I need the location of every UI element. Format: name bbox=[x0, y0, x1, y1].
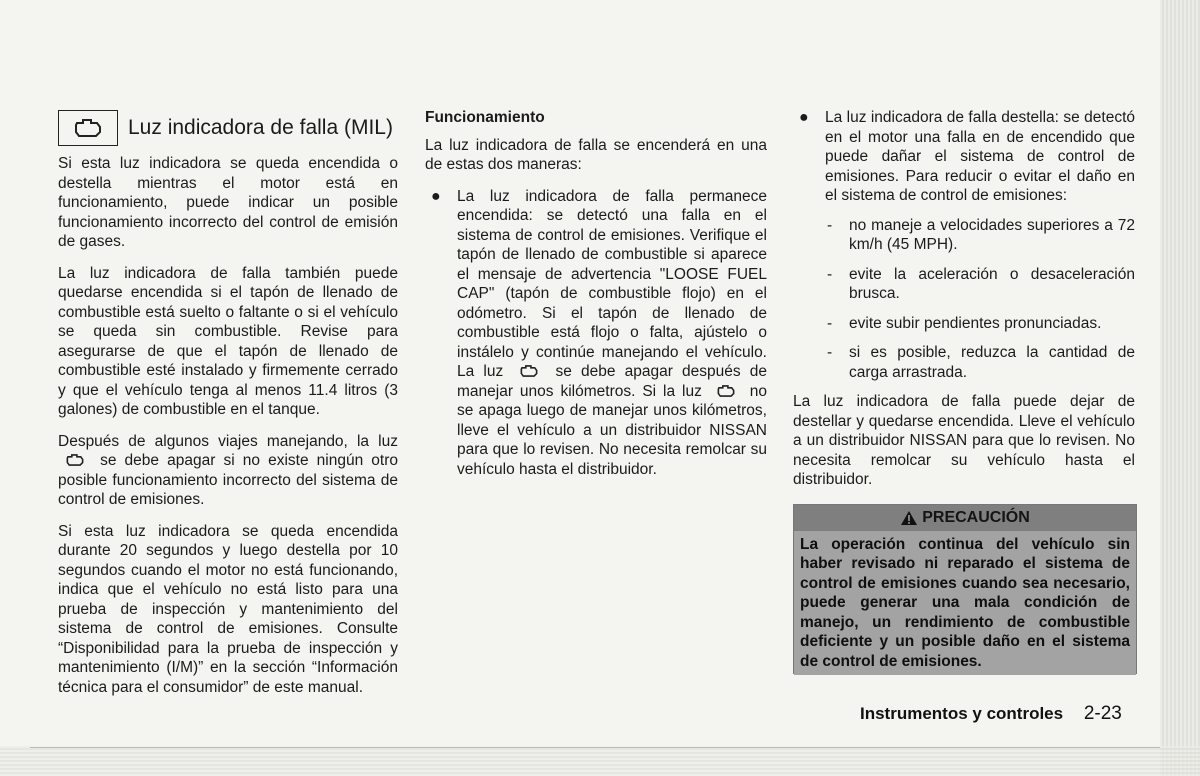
paragraph-text: se debe apagar si no existe ningún otro posible funcionamiento incorrecto del sistema de control de emisiones. bbox=[58, 452, 398, 508]
list-item bbox=[825, 314, 1135, 334]
paragraph: La luz indicadora de falla se encenderá en una de estas dos maneras: bbox=[425, 136, 767, 173]
engine-check-icon bbox=[715, 384, 737, 398]
bullet-text: La luz indicadora de falla destella: se detectó en el motor una falla en de encendido que puede dañar el sistema de control de emisiones. Para reducir o evitar el daño en el sistema de control de emisiones: bbox=[825, 109, 1135, 204]
dash-icon: - bbox=[827, 314, 833, 332]
bullet-icon: ● bbox=[799, 109, 809, 126]
column-1 bbox=[58, 110, 398, 709]
engine-check-icon bbox=[64, 453, 86, 467]
paragraph: Si esta luz indicadora se queda encendida durante 20 segundos y luego destella por 10 segundos cuando el motor no está funcionando, indica que el vehículo no está listo para una prueba de inspección y mantenimiento del sistema de control de emisiones. Consulte “Disponibilidad para la prueba de inspección y mantenimiento (I/M)” en la sección “Información técnica para el consumidor” de este manual. bbox=[58, 522, 398, 696]
dash-icon: - bbox=[827, 344, 833, 361]
caution-header bbox=[794, 505, 1136, 531]
bullet-text bbox=[457, 187, 767, 480]
paragraph-text: Después de algunos viajes manejando, la luz bbox=[58, 432, 398, 450]
bottom-rule bbox=[30, 747, 1160, 748]
list-item bbox=[825, 216, 1135, 255]
paragraph: La luz indicadora de falla también puede quedarse encendida si el tapón de llenado de combustible está suelto o faltante o si el vehículo se queda sin combustible. Revise para asegurarse de que el tapón de llenado de combustible esté instalado y firmemente cerrado y que el vehículo tenga al menos 11.4 litros (3 galones) de combustible en el tanque. bbox=[58, 264, 398, 418]
section-title: Luz indicadora de falla (MIL) bbox=[128, 116, 393, 140]
paragraph-text: no se apaga luego de manejar unos kilómetros, lleve el vehículo a un distribuidor NISSAN para que lo revisen. No necesita remolcar su vehículo hasta el distribuidor. bbox=[457, 382, 767, 478]
paragraph bbox=[58, 432, 398, 510]
bullet-icon: ● bbox=[431, 187, 441, 205]
dash-icon: - bbox=[827, 216, 833, 234]
page-number: 2-23 bbox=[1083, 703, 1122, 724]
mil-heading bbox=[58, 110, 398, 146]
list-item bbox=[825, 265, 1135, 304]
caution-text: La operación continua del vehículo sin haber revisado ni reparado el sistema de control de emisiones cuando sea necesario, puede generar una mala condición de manejo, un rendimiento de combustible deficiente y un posible daño en el sistema de control de emisiones. bbox=[794, 531, 1136, 676]
bullet-item bbox=[425, 187, 767, 480]
subheading: Funcionamiento bbox=[425, 109, 545, 126]
engine-check-icon bbox=[518, 364, 540, 378]
list-item-text: evite la aceleración o desaceleración brusca. bbox=[849, 265, 1135, 302]
column-3 bbox=[793, 108, 1135, 674]
list-item bbox=[825, 343, 1135, 382]
paragraph: Si esta luz indicadora se queda encendida o destella mientras el motor está en funcionamiento, puede indicar un posible funcionamiento incorrecto del control de emisión de gases. bbox=[58, 155, 398, 250]
engine-check-icon bbox=[58, 110, 118, 146]
paragraph-text: La luz indicadora de falla permanece encendida: se detectó una falla en el sistema de control de emisiones. Verifique el tapón de llenado de combustible si aparece el mensaje de advertencia "LOOSE FUEL CAP" (tapón de combustible flojo) en el odómetro. Si el tapón de llenado de combustible está flojo o falta, ajústelo o instálelo y continúe manejando el vehículo. La luz bbox=[457, 187, 767, 380]
page-edge-shadow bbox=[1160, 0, 1200, 776]
warning-triangle-icon bbox=[900, 510, 918, 526]
page-bottom-shadow bbox=[0, 746, 1200, 776]
dash-list bbox=[825, 216, 1135, 383]
list-item-text: si es posible, reduzca la cantidad de carga arrastrada. bbox=[849, 344, 1135, 381]
column-2 bbox=[425, 108, 767, 489]
list-item-text: no maneje a velocidades superiores a 72 km/h (45 MPH). bbox=[849, 216, 1135, 253]
paragraph: La luz indicadora de falla puede dejar de destellar y quedarse encendida. Lleve el vehículo a un distribuidor NISSAN para que lo revisen. No necesita remolcar su vehículo hasta el distribuidor. bbox=[793, 393, 1135, 488]
bullet-item bbox=[793, 108, 1135, 206]
list-item-text: evite subir pendientes pronunciadas. bbox=[849, 314, 1102, 332]
caution-title: PRECAUCIÓN bbox=[922, 508, 1030, 526]
caution-box bbox=[793, 504, 1137, 674]
page-footer bbox=[860, 703, 1122, 725]
paragraph-text: se debe apagar después de manejar unos kilómetros. Si la luz bbox=[457, 363, 767, 400]
dash-icon: - bbox=[827, 265, 833, 283]
section-name: Instrumentos y controles bbox=[860, 704, 1064, 723]
